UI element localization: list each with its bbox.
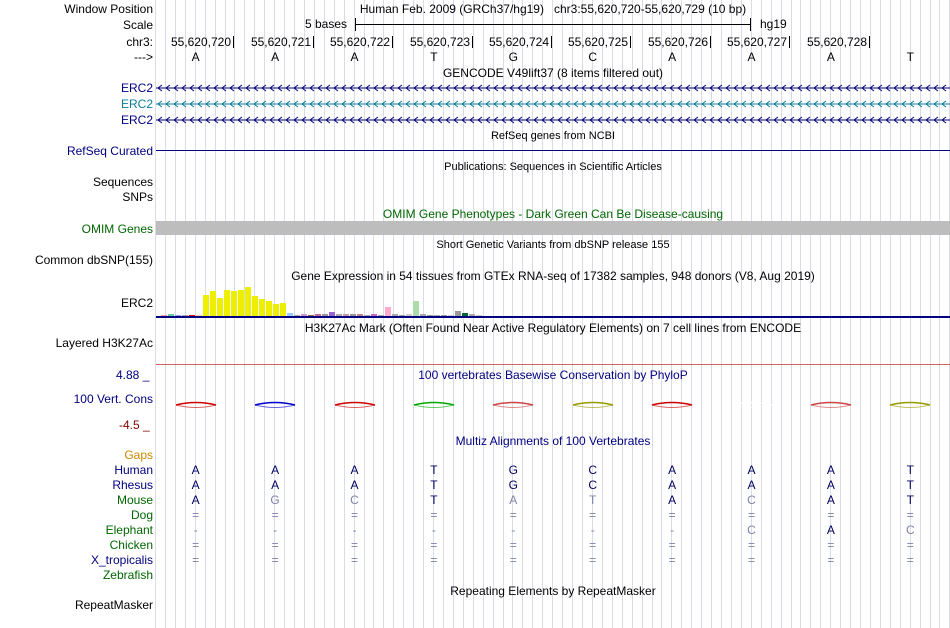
multiz-aligned-base: = — [668, 538, 676, 552]
gtex-track-title: Gene Expression in 54 tissues from GTEx RNA-seq of 17382 samples, 948 donors (V8, Aug 2019) — [291, 269, 815, 283]
multiz-species-label[interactable]: Human — [114, 463, 153, 477]
phylop-base-score[interactable] — [174, 399, 218, 413]
multiz-aligned-base: = — [906, 538, 914, 552]
h3k27ac-track-label[interactable]: Layered H3K27Ac — [55, 336, 153, 350]
guide-line — [542, 0, 543, 628]
dbsnp-track-label[interactable]: Common dbSNP(155) — [34, 253, 153, 267]
multiz-aligned-base: = — [350, 538, 358, 552]
multiz-aligned-base: A — [350, 463, 359, 477]
gencode-transcript-label[interactable]: ERC2 — [120, 113, 153, 127]
gtex-tissue-bar[interactable] — [259, 299, 265, 316]
ruler-position-label: 55,620,725 — [567, 35, 628, 49]
guide-line — [403, 0, 404, 628]
reference-base: A — [747, 50, 756, 64]
scale-value: 5 bases — [305, 17, 348, 31]
phylop-min-value: -4.5 _ — [119, 418, 150, 432]
omim-track-title: OMIM Gene Phenotypes - Dark Green Can Be Disease-causing — [382, 207, 724, 221]
guide-line — [652, 0, 653, 628]
multiz-species-label[interactable]: Elephant — [105, 523, 153, 537]
phylop-base-score[interactable] — [253, 399, 297, 413]
guide-line — [850, 0, 851, 628]
gtex-tissue-bar[interactable] — [273, 304, 279, 316]
multiz-aligned-base: = — [906, 553, 914, 567]
multiz-aligned-base: = — [509, 538, 517, 552]
window-position-label: Window Position — [64, 2, 153, 16]
multiz-species-label[interactable]: Mouse — [116, 493, 153, 507]
refseq-gene-line[interactable] — [156, 150, 950, 151]
refseq-track-label[interactable]: RefSeq Curated — [66, 144, 153, 158]
reference-base: G — [508, 50, 518, 64]
ruler-position-label: 55,620,722 — [329, 35, 390, 49]
reference-base: A — [191, 50, 200, 64]
multiz-species-label[interactable]: Dog — [130, 508, 153, 522]
multiz-aligned-base: A — [668, 478, 677, 492]
guide-line — [721, 0, 722, 628]
multiz-aligned-base: A — [826, 463, 835, 477]
guide-line — [800, 0, 801, 628]
guide-line — [632, 0, 633, 628]
guide-line — [870, 0, 871, 628]
multiz-aligned-base: = — [192, 538, 200, 552]
phylop-base-score[interactable] — [809, 399, 853, 413]
ruler-position-label: 55,620,720 — [170, 35, 231, 49]
phylop-base-score[interactable] — [491, 399, 535, 413]
guide-line — [572, 0, 573, 628]
repeatmasker-track-label[interactable]: RepeatMasker — [74, 598, 153, 612]
guide-line — [711, 0, 712, 628]
guide-line — [939, 0, 940, 628]
guide-line — [175, 0, 176, 628]
scale-assembly: hg19 — [760, 17, 787, 31]
ruler-position-label: 55,620,723 — [409, 35, 470, 49]
scale-bar — [355, 24, 751, 25]
multiz-aligned-base: A — [271, 478, 280, 492]
multiz-aligned-base: A — [747, 478, 756, 492]
repeatmasker-track-title: Repeating Elements by RepeatMasker — [450, 584, 656, 598]
gencode-transcript[interactable] — [156, 98, 950, 110]
multiz-aligned-base: T — [589, 493, 597, 507]
ruler-position-label: 55,620,721 — [250, 35, 311, 49]
multiz-aligned-base: = — [668, 508, 676, 522]
phylop-base-score[interactable] — [888, 399, 932, 413]
scale-bar-right-tick — [750, 18, 751, 31]
guide-line — [642, 0, 643, 628]
guide-line — [860, 0, 861, 628]
guide-line — [880, 0, 881, 628]
gencode-transcript[interactable] — [156, 114, 950, 126]
scale-bar-left-tick — [355, 18, 356, 31]
ruler-position-label: 55,620,728 — [806, 35, 867, 49]
gtex-tissue-bar[interactable] — [238, 290, 244, 316]
multiz-aligned-base: = — [509, 553, 517, 567]
guide-line — [701, 0, 702, 628]
h3k27ac-baseline — [156, 364, 950, 365]
multiz-aligned-base: T — [430, 478, 438, 492]
refseq-track-title: RefSeq genes from NCBI — [490, 130, 616, 142]
guide-line — [810, 0, 811, 628]
multiz-track-title: Multiz Alignments of 100 Vertebrates — [455, 434, 651, 448]
multiz-aligned-base: T — [906, 478, 914, 492]
multiz-aligned-base: T — [906, 493, 914, 507]
multiz-aligned-base: = — [747, 538, 755, 552]
gtex-gene-line — [156, 316, 950, 318]
multiz-aligned-base: = — [271, 538, 279, 552]
multiz-species-label[interactable]: Rhesus — [112, 478, 153, 492]
multiz-aligned-base: - — [193, 523, 198, 537]
multiz-aligned-base: A — [191, 493, 200, 507]
multiz-gaps-label[interactable]: Gaps — [124, 448, 153, 462]
multiz-aligned-base: = — [430, 553, 438, 567]
multiz-aligned-base: T — [430, 493, 438, 507]
guide-line — [890, 0, 891, 628]
multiz-aligned-base: A — [509, 493, 518, 507]
gtex-track-label[interactable]: ERC2 — [120, 296, 153, 310]
window-position-value: Human Feb. 2009 (GRCh37/hg19) chr3:55,620,720-55,620,729 (10 bp) — [359, 2, 747, 16]
guide-line — [532, 0, 533, 628]
guide-line — [493, 0, 494, 628]
multiz-aligned-base: = — [668, 553, 676, 567]
guide-line — [165, 0, 166, 628]
reference-base: A — [350, 50, 359, 64]
phylop-track-label[interactable]: 100 Vert. Cons — [73, 392, 153, 406]
strand-label: ---> — [134, 50, 153, 64]
multiz-aligned-base: = — [589, 553, 597, 567]
guide-line — [294, 0, 295, 628]
multiz-aligned-base: - — [511, 523, 516, 537]
multiz-aligned-base: A — [668, 463, 677, 477]
dbsnp-track-title: Short Genetic Variants from dbSNP release 155 — [436, 239, 670, 251]
gtex-tissue-bar[interactable] — [252, 296, 258, 316]
multiz-aligned-base: T — [430, 463, 438, 477]
multiz-aligned-base: A — [271, 463, 280, 477]
multiz-aligned-base: A — [747, 463, 756, 477]
multiz-aligned-base: A — [826, 493, 835, 507]
multiz-aligned-base: C — [350, 493, 359, 507]
ruler-tick — [869, 36, 870, 48]
multiz-aligned-base: = — [589, 538, 597, 552]
multiz-aligned-base: = — [827, 508, 835, 522]
gtex-tissue-bar[interactable] — [203, 295, 209, 316]
gtex-tissue-bar[interactable] — [280, 303, 286, 316]
gtex-tissue-bar[interactable] — [231, 291, 237, 316]
gtex-tissue-bar[interactable] — [224, 290, 230, 316]
multiz-aligned-base: A — [191, 478, 200, 492]
multiz-aligned-base: A — [668, 493, 677, 507]
multiz-aligned-base: A — [826, 478, 835, 492]
guide-line — [930, 0, 931, 628]
reference-base: A — [826, 50, 835, 64]
multiz-aligned-base: = — [271, 553, 279, 567]
guide-line — [691, 0, 692, 628]
multiz-aligned-base: - — [670, 523, 675, 537]
chromosome-label: chr3: — [126, 35, 153, 49]
gtex-tissue-bar[interactable] — [245, 287, 251, 316]
multiz-aligned-base: = — [192, 508, 200, 522]
multiz-aligned-base: = — [271, 508, 279, 522]
gencode-transcript[interactable] — [156, 82, 950, 94]
multiz-aligned-base: C — [747, 523, 756, 537]
multiz-aligned-base: - — [273, 523, 278, 537]
multiz-species-label[interactable]: Chicken — [109, 538, 153, 552]
reference-base: C — [588, 50, 598, 64]
guide-line — [781, 0, 782, 628]
multiz-aligned-base: C — [588, 478, 598, 492]
multiz-aligned-base: A — [826, 523, 835, 537]
reference-base: A — [271, 50, 280, 64]
multiz-aligned-base: = — [350, 553, 358, 567]
reference-base: A — [668, 50, 677, 64]
multiz-aligned-base: - — [590, 523, 595, 537]
gtex-tissue-bar[interactable] — [217, 298, 223, 316]
phylop-max-value: 4.88 _ — [116, 368, 150, 382]
guide-line — [731, 0, 732, 628]
reference-base: T — [906, 50, 914, 64]
phylop-base-score[interactable] — [333, 399, 377, 413]
phylop-base-score[interactable] — [650, 399, 694, 413]
multiz-aligned-base: = — [192, 553, 200, 567]
multiz-aligned-base: = — [350, 508, 358, 522]
guide-line — [771, 0, 772, 628]
multiz-aligned-base: - — [431, 523, 436, 537]
multiz-aligned-base: = — [509, 508, 517, 522]
multiz-aligned-base: G — [270, 493, 280, 507]
multiz-aligned-base: = — [430, 538, 438, 552]
ruler-position-label: 55,620,727 — [726, 35, 787, 49]
multiz-aligned-base: C — [747, 493, 756, 507]
h3k27ac-track-title: H3K27Ac Mark (Often Found Near Active Regulatory Elements) on 7 cell lines from ENCODE — [304, 321, 802, 335]
multiz-aligned-base: = — [747, 553, 755, 567]
multiz-aligned-base: G — [508, 478, 518, 492]
ruler-position-label: 55,620,724 — [488, 35, 549, 49]
guide-line — [612, 0, 613, 628]
phylop-base-score[interactable] — [412, 399, 456, 413]
phylop-base-score[interactable] — [571, 399, 615, 413]
multiz-aligned-base: = — [827, 553, 835, 567]
publications-track-label-snps[interactable]: SNPs — [122, 190, 153, 204]
multiz-aligned-base: = — [430, 508, 438, 522]
gtex-tissue-bar[interactable] — [413, 301, 419, 316]
multiz-aligned-base: A — [350, 478, 359, 492]
gtex-tissue-bar[interactable] — [210, 291, 216, 316]
multiz-aligned-base: G — [508, 463, 518, 477]
publications-track-label-sequences[interactable]: Sequences — [92, 175, 153, 189]
guide-line — [622, 0, 623, 628]
guide-line — [383, 0, 384, 628]
guide-line — [562, 0, 563, 628]
publications-track-title: Publications: Sequences in Scientific Articles — [444, 161, 662, 173]
multiz-aligned-base: A — [191, 463, 200, 477]
phylop-track-title: 100 vertebrates Basewise Conservation by PhyloP — [418, 368, 688, 382]
multiz-aligned-base: = — [827, 538, 835, 552]
guide-line — [791, 0, 792, 628]
guide-line — [483, 0, 484, 628]
ruler-position-label: 55,620,726 — [647, 35, 708, 49]
multiz-species-label[interactable]: Zebrafish — [102, 568, 153, 582]
scale-label: Scale — [122, 18, 153, 32]
multiz-aligned-base: = — [747, 508, 755, 522]
multiz-aligned-base: = — [906, 508, 914, 522]
gencode-transcript-label[interactable]: ERC2 — [120, 97, 153, 111]
guide-line — [453, 0, 454, 628]
multiz-species-label[interactable]: X_tropicalis — [90, 553, 153, 567]
multiz-aligned-base: = — [589, 508, 597, 522]
multiz-aligned-base: C — [905, 523, 915, 537]
gencode-transcript-label[interactable]: ERC2 — [120, 81, 153, 95]
omim-track-label[interactable]: OMIM Genes — [81, 222, 153, 236]
multiz-aligned-base: C — [588, 463, 598, 477]
reference-base: T — [430, 50, 438, 64]
gtex-tissue-bar[interactable] — [266, 301, 272, 316]
phylop-base-score[interactable] — [730, 399, 774, 413]
omim-gene-bar[interactable] — [156, 221, 950, 235]
gencode-track-title: GENCODE V49lift37 (8 items filtered out) — [442, 66, 664, 80]
multiz-aligned-base: - — [352, 523, 357, 537]
guide-line — [552, 0, 553, 628]
gtex-tissue-bar[interactable] — [385, 307, 391, 316]
multiz-aligned-base: T — [906, 463, 914, 477]
guide-line — [155, 0, 156, 628]
